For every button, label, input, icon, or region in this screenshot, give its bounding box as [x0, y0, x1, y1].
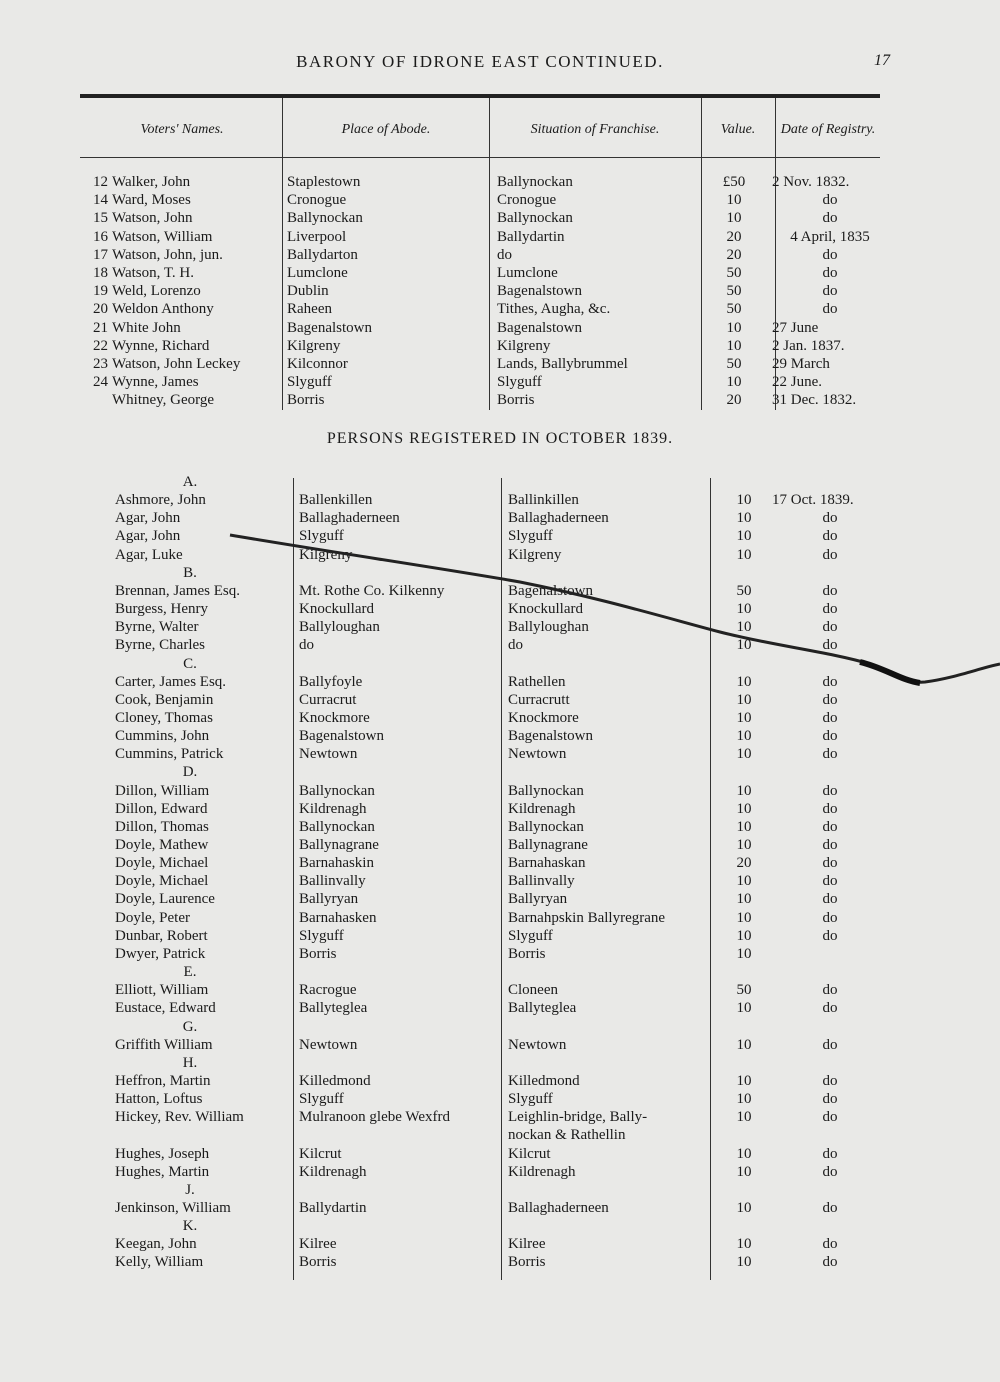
franchise-value: 50 [726, 356, 742, 372]
franchise-situation: Bagenalstown [497, 283, 582, 300]
voter-name: Wynne, James [112, 374, 199, 391]
franchise-situation: Ballynockan [497, 210, 573, 227]
registry-date: do [822, 528, 838, 545]
person-abode: Newtown [299, 746, 358, 763]
franchise-value: 10 [736, 1072, 752, 1089]
franchise-value: 10 [726, 210, 742, 227]
person-abode: Ballenkillen [299, 492, 373, 509]
voter-name: Ward, Moses [112, 192, 191, 209]
franchise-value: 20 [726, 392, 742, 409]
alphabet-heading: A. [182, 474, 198, 490]
franchise-situation: Knockmore [508, 709, 579, 726]
alphabet-heading: B. [183, 564, 197, 581]
person-abode: Ballydartin [299, 1200, 367, 1216]
voter-abode: Kilgreny [287, 337, 341, 354]
voter-abode: Lumclone [287, 265, 348, 281]
person-name: Hickey, Rev. William [115, 1109, 244, 1126]
registry-date: 31 Dec. 1832. [772, 392, 857, 409]
person-abode: Kildrenagh [299, 800, 367, 817]
franchise-value: 10 [726, 337, 742, 354]
registry-date: do [822, 582, 838, 599]
person-abode: Slyguff [299, 1091, 344, 1108]
franchise-situation: Barnahaskan [508, 855, 586, 872]
franchise-value: 50 [726, 283, 742, 300]
registry-date: 27 June [772, 319, 819, 336]
person-abode: Knockullard [299, 601, 374, 618]
registry-date: do [822, 982, 838, 999]
franchise-situation: do [497, 246, 512, 263]
voter-abode: Borris [287, 392, 325, 409]
franchise-situation: Leighlin-bridge, Bally- [508, 1109, 648, 1126]
franchise-situation: Kilgreny [508, 546, 562, 563]
person-name: Doyle, Michael [115, 873, 209, 890]
franchise-situation: Slyguff [508, 1091, 553, 1108]
voter-name: Watson, John, jun. [112, 246, 223, 263]
voter-number: 14 [93, 192, 108, 209]
franchise-situation: Newtown [508, 1036, 567, 1053]
franchise-value: 10 [736, 673, 752, 690]
person-name: Dillon, William [115, 782, 210, 799]
alphabet-heading: C. [183, 655, 197, 672]
voter-name: Wynne, Richard [112, 337, 210, 354]
registry-date: do [822, 601, 838, 618]
person-name: Griffith William [115, 1036, 213, 1053]
person-name: Cummins, Patrick [115, 746, 224, 763]
registry-date: do [822, 673, 838, 690]
franchise-value: 10 [736, 1036, 752, 1053]
franchise-value: £50 [722, 174, 746, 190]
person-name: Jenkinson, William [115, 1200, 231, 1216]
registry-date: do [822, 891, 838, 908]
person-abode: Racrogue [299, 982, 357, 999]
franchise-value: 10 [726, 192, 742, 209]
person-name: Hatton, Loftus [115, 1091, 203, 1108]
voter-name: White John [112, 319, 181, 336]
registry-date: do [822, 909, 838, 926]
voter-abode: Dublin [287, 283, 329, 300]
voter-number: 18 [93, 265, 108, 281]
voter-name: Watson, T. H. [112, 265, 194, 281]
voter-abode: Liverpool [287, 228, 347, 245]
person-name: Elliott, William [115, 982, 209, 999]
franchise-situation: Ballynockan [497, 174, 573, 190]
person-abode: Bagenalstown [299, 728, 384, 745]
person-abode: Knockmore [299, 709, 370, 726]
franchise-situation: Ballynockan [508, 782, 584, 799]
franchise-situation: Ballynockan [508, 818, 584, 835]
registry-date: 2 Jan. 1837. [772, 337, 845, 354]
registry-date: do [822, 837, 838, 853]
alphabet-heading: E. [183, 964, 197, 981]
franchise-situation: Slyguff [508, 927, 553, 944]
registry-date: do [822, 510, 838, 527]
alphabet-heading: K. [182, 1218, 198, 1235]
registry-date: do [822, 746, 838, 763]
voter-name: Whitney, George [112, 392, 215, 409]
franchise-value: 10 [736, 492, 752, 509]
person-name: Keegan, John [115, 1236, 197, 1253]
section-title: PERSONS REGISTERED IN OCTOBER 1839. [326, 430, 674, 447]
voter-number: 24 [93, 374, 108, 391]
franchise-situation: Kildrenagh [508, 1163, 576, 1180]
franchise-value: 10 [736, 927, 752, 944]
franchise-value: 10 [736, 510, 752, 527]
franchise-situation: Tithes, Augha, &c. [497, 301, 611, 318]
person-name: Hughes, Joseph [115, 1145, 210, 1162]
franchise-situation: Cronogue [497, 192, 557, 209]
franchise-value: 10 [736, 1254, 752, 1271]
voter-number: 23 [93, 356, 108, 372]
person-abode: Ballinvally [299, 873, 366, 890]
registry-date: 2 Nov. 1832. [772, 174, 850, 190]
registry-date: do [822, 1254, 838, 1271]
voter-number: 15 [93, 210, 108, 227]
franchise-value: 10 [736, 945, 752, 962]
registry-date: do [822, 1236, 838, 1253]
voter-number: 19 [93, 283, 108, 300]
franchise-value: 50 [726, 265, 742, 281]
franchise-situation: Newtown [508, 746, 567, 763]
franchise-situation: Ballinkillen [508, 492, 579, 509]
person-abode: Ballyloughan [299, 619, 380, 636]
column-header-names: Voters' Names. [140, 121, 224, 137]
alphabet-heading: J. [185, 1181, 195, 1198]
registry-date: do [822, 927, 838, 944]
registry-date: do [822, 546, 838, 563]
registry-date: do [822, 800, 838, 817]
person-name: Doyle, Mathew [115, 837, 209, 853]
franchise-situation: Slyguff [497, 374, 542, 391]
franchise-situation: Ballaghaderneen [508, 1200, 609, 1216]
person-name: Heffron, Martin [115, 1072, 211, 1089]
franchise-situation: Borris [508, 1254, 546, 1271]
registry-date: 17 Oct. 1839. [772, 492, 854, 509]
registry-date: do [822, 301, 838, 318]
registry-date: 4 April, 1835 [790, 228, 870, 245]
person-name: Brennan, James Esq. [115, 582, 240, 599]
franchise-value: 10 [736, 818, 752, 835]
franchise-situation: Ballynagrane [508, 837, 588, 853]
person-name: Ashmore, John [115, 492, 206, 509]
franchise-situation: Ballyteglea [508, 1000, 577, 1017]
registry-date: do [822, 1145, 838, 1162]
franchise-situation: Lumclone [497, 265, 558, 281]
voter-name: Watson, William [112, 228, 213, 245]
voter-name: Walker, John [112, 174, 191, 190]
person-abode: Barnahaskin [299, 855, 374, 872]
person-abode: Mulranoon glebe Wexfrd [299, 1109, 450, 1126]
registry-date: do [822, 818, 838, 835]
franchise-situation: Rathellen [508, 673, 566, 690]
person-name: Agar, Luke [115, 546, 183, 563]
voter-name: Weldon Anthony [112, 301, 214, 318]
page-number: 17 [874, 52, 890, 69]
registry-date: do [822, 855, 838, 872]
voter-number: 17 [93, 246, 108, 263]
franchise-situation: nockan & Rathellin [508, 1127, 626, 1144]
franchise-situation: Kildrenagh [508, 800, 576, 817]
alphabet-heading: G. [182, 1018, 198, 1035]
franchise-value: 10 [736, 528, 752, 545]
franchise-value: 10 [736, 1000, 752, 1017]
person-abode: Kilree [299, 1236, 337, 1253]
person-name: Burgess, Henry [115, 601, 209, 618]
registry-date: do [822, 1163, 838, 1180]
column-header-value: Value. [720, 121, 756, 137]
voter-number: 20 [93, 301, 108, 318]
registry-date: do [822, 1000, 838, 1017]
person-abode: Ballynagrane [299, 837, 379, 853]
registry-date: do [822, 210, 838, 227]
column-header-situation: Situation of Franchise. [530, 121, 660, 137]
person-abode: Curracrut [299, 691, 357, 708]
franchise-value: 10 [736, 873, 752, 890]
franchise-value: 10 [726, 374, 742, 391]
person-name: Doyle, Peter [115, 909, 190, 926]
franchise-situation: Kilree [508, 1236, 546, 1253]
registry-date: do [822, 1091, 838, 1108]
franchise-value: 20 [726, 246, 742, 263]
person-abode: Killedmond [299, 1072, 371, 1089]
franchise-value: 10 [736, 1163, 752, 1180]
franchise-value: 10 [736, 1200, 752, 1216]
person-name: Cook, Benjamin [115, 691, 214, 708]
franchise-situation: Ballyloughan [508, 619, 589, 636]
voter-abode: Staplestown [287, 174, 361, 190]
person-abode: Kilgreny [299, 546, 353, 563]
franchise-situation: Bagenalstown [508, 728, 593, 745]
franchise-value: 20 [736, 855, 752, 872]
franchise-value: 10 [736, 746, 752, 763]
franchise-situation: Kilcrut [508, 1145, 551, 1162]
voter-abode: Slyguff [287, 374, 332, 391]
franchise-situation: Curracrutt [508, 691, 570, 708]
franchise-value: 50 [736, 582, 752, 599]
person-name: Kelly, William [115, 1254, 204, 1271]
voter-name: Weld, Lorenzo [112, 283, 201, 300]
registry-date: do [822, 192, 838, 209]
person-abode: Kildrenagh [299, 1163, 367, 1180]
franchise-situation: Ballyryan [508, 891, 568, 908]
registry-date: do [822, 619, 838, 636]
person-name: Byrne, Charles [115, 637, 205, 654]
franchise-situation: Ballydartin [497, 228, 565, 245]
person-name: Doyle, Michael [115, 855, 209, 872]
franchise-situation: Slyguff [508, 528, 553, 545]
person-abode: Ballynockan [299, 818, 375, 835]
registry-date: do [822, 709, 838, 726]
person-abode: Slyguff [299, 927, 344, 944]
voter-number: 12 [93, 174, 108, 190]
page-title: BARONY OF IDRONE EAST CONTINUED. [296, 52, 664, 71]
franchise-value: 10 [736, 691, 752, 708]
voter-abode: Ballydarton [287, 246, 358, 263]
person-abode: Ballynockan [299, 782, 375, 799]
person-abode: do [299, 637, 314, 654]
franchise-value: 10 [736, 837, 752, 853]
franchise-value: 10 [736, 909, 752, 926]
franchise-value: 10 [736, 1236, 752, 1253]
registry-date: do [822, 1200, 838, 1216]
person-name: Byrne, Walter [115, 619, 199, 636]
franchise-value: 10 [736, 601, 752, 618]
franchise-situation: Borris [508, 945, 546, 962]
franchise-value: 10 [736, 619, 752, 636]
franchise-value: 10 [736, 782, 752, 799]
person-name: Dillon, Edward [115, 800, 208, 817]
person-abode: Ballyryan [299, 891, 359, 908]
franchise-value: 10 [736, 1145, 752, 1162]
registry-date: do [822, 782, 838, 799]
franchise-value: 10 [736, 546, 752, 563]
franchise-situation: Killedmond [508, 1072, 580, 1089]
voter-name: Watson, John [112, 210, 193, 227]
voter-abode: Raheen [287, 301, 332, 318]
person-abode: Barnahasken [299, 909, 377, 926]
voter-number: 22 [93, 337, 108, 354]
voter-name: Watson, John Leckey [112, 356, 241, 372]
voter-number: 21 [93, 319, 108, 336]
franchise-value: 10 [726, 319, 742, 336]
franchise-situation: do [508, 637, 523, 654]
person-abode: Borris [299, 1254, 337, 1271]
person-abode: Ballyfoyle [299, 673, 363, 690]
registry-date: do [822, 1109, 838, 1126]
person-abode: Slyguff [299, 528, 344, 545]
person-abode: Borris [299, 945, 337, 962]
franchise-situation: Barnahpskin Ballyregrane [508, 909, 666, 926]
person-name: Cummins, John [115, 728, 210, 745]
person-abode: Ballyteglea [299, 1000, 368, 1017]
voter-abode: Bagenalstown [287, 319, 372, 336]
franchise-situation: Knockullard [508, 601, 583, 618]
registry-date: do [822, 873, 838, 890]
alphabet-heading: H. [182, 1054, 198, 1071]
column-header-abode: Place of Abode. [341, 121, 431, 137]
registry-date: do [822, 691, 838, 708]
voter-abode: Ballynockan [287, 210, 363, 227]
person-name: Doyle, Laurence [115, 891, 215, 908]
franchise-situation: Ballaghaderneen [508, 510, 609, 527]
person-name: Dwyer, Patrick [115, 945, 206, 962]
franchise-value: 10 [736, 1091, 752, 1108]
franchise-value: 10 [736, 709, 752, 726]
franchise-situation: Kilgreny [497, 337, 551, 354]
franchise-value: 50 [736, 982, 752, 999]
franchise-situation: Bagenalstown [497, 319, 582, 336]
franchise-situation: Ballinvally [508, 873, 575, 890]
franchise-value: 10 [736, 728, 752, 745]
franchise-situation: Cloneen [508, 982, 558, 999]
franchise-value: 10 [736, 1109, 752, 1126]
franchise-value: 10 [736, 891, 752, 908]
franchise-value: 10 [736, 800, 752, 817]
franchise-situation: Lands, Ballybrummel [497, 356, 628, 372]
franchise-value: 10 [736, 637, 752, 654]
registry-date: do [822, 637, 838, 654]
voter-abode: Cronogue [287, 192, 347, 209]
registry-date: 22 June. [772, 374, 822, 391]
franchise-situation: Bagenalstown [508, 582, 593, 599]
person-abode: Newtown [299, 1036, 358, 1053]
person-abode: Kilcrut [299, 1145, 342, 1162]
alphabet-heading: D. [182, 764, 198, 781]
person-name: Dunbar, Robert [115, 927, 208, 944]
person-abode: Mt. Rothe Co. Kilkenny [299, 582, 445, 599]
voter-abode: Kilconnor [287, 356, 348, 372]
person-name: Cloney, Thomas [115, 709, 213, 726]
person-abode: Ballaghaderneen [299, 510, 400, 527]
registry-date: do [822, 1036, 838, 1053]
registry-date: do [822, 1072, 838, 1089]
franchise-situation: Borris [497, 392, 535, 409]
franchise-value: 20 [726, 228, 742, 245]
person-name: Agar, John [115, 528, 181, 545]
registry-date: do [822, 246, 838, 263]
person-name: Dillon, Thomas [115, 818, 209, 835]
registry-date: do [822, 283, 838, 300]
registry-date: do [822, 728, 838, 745]
person-name: Hughes, Martin [115, 1163, 210, 1180]
person-name: Agar, John [115, 510, 181, 527]
column-header-date: Date of Registry. [780, 121, 876, 137]
person-name: Eustace, Edward [115, 1000, 216, 1017]
voter-number: 16 [93, 228, 108, 245]
person-name: Carter, James Esq. [115, 673, 227, 690]
registry-date: 29 March [772, 356, 830, 372]
registry-date: do [822, 265, 838, 281]
franchise-value: 50 [726, 301, 742, 318]
